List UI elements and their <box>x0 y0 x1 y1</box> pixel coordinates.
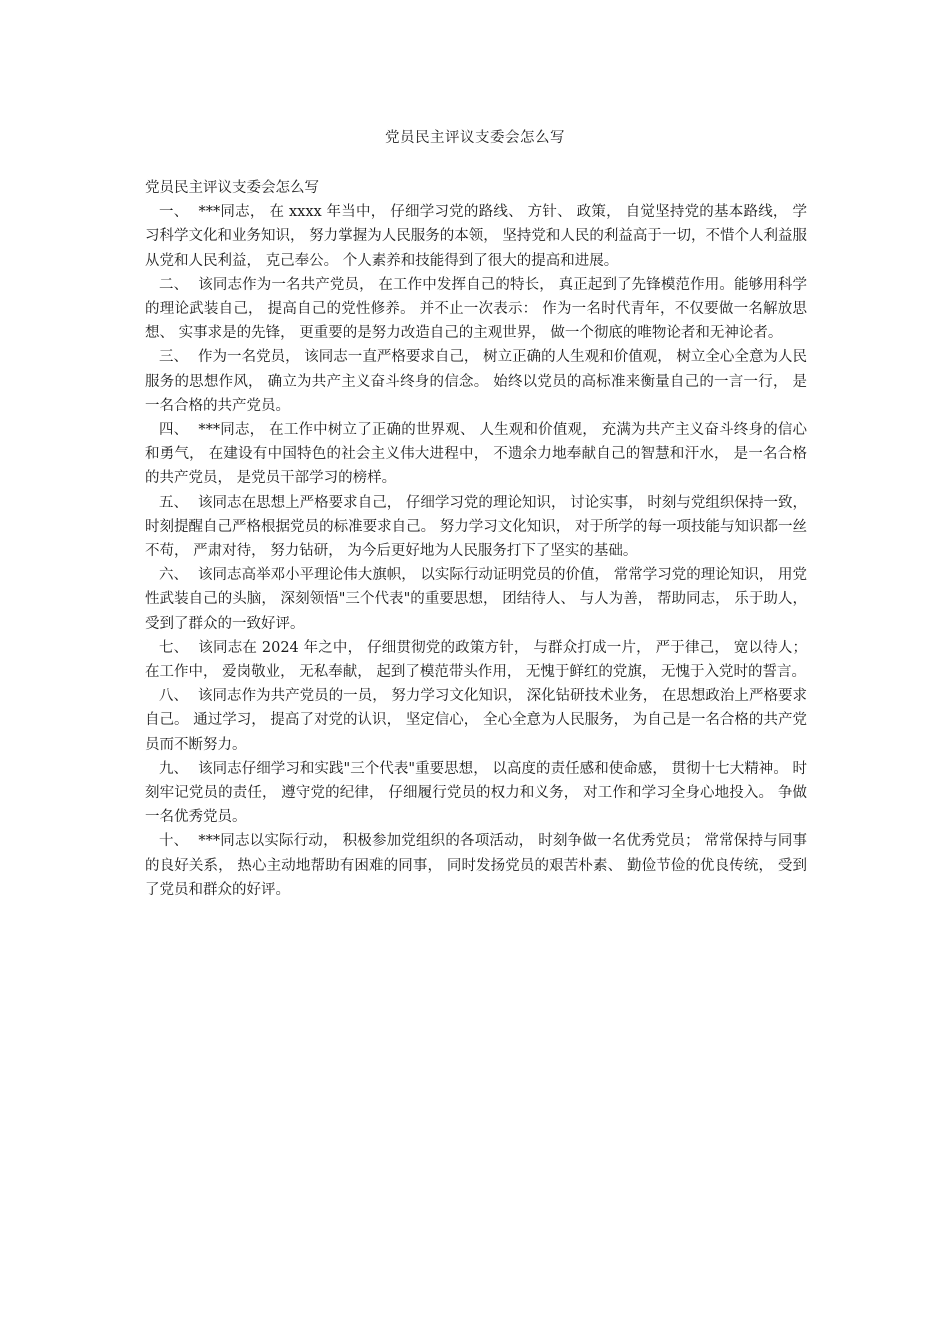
paragraph-number: 七、 <box>159 639 189 656</box>
paragraph-text: ***同志， 在工作中树立了正确的世界观、 人生观和价值观， 充满为共产主义奋斗终身的信心和勇气， 在建设有中国特色的社会主义伟大进程中， 不遗余力地奉献自己的智慧和汗水， 是一名合格的共产党员， 是党员干部学习的榜样。 <box>145 422 808 487</box>
paragraph <box>145 345 807 418</box>
paragraph-text: 该同志在 2024 年之中， 仔细贯彻党的政策方针， 与群众打成一片， 严于律己， 宽以待人； 在工作中， 爱岗敬业， 无私奉献， 起到了模范带头作用， 无愧于鲜红的党旗， 无愧于入党时的誓言。 <box>145 639 808 681</box>
paragraph-text: 该同志仔细学习和实践"三个代表"重要思想， 以高度的责任感和使命感， 贯彻十七大精神。 时刻牢记党员的责任， 遵守党的纪律， 仔细履行党员的权力和义务， 对工作和学习全身心地投入。 争做一名优秀党员。 <box>145 760 808 826</box>
paragraph-text: ***同志， 在 xxxx 年当中， 仔细学习党的路线、 方针、 政策， 自觉坚持党的基本路线， 学习科学文化和业务知识， 努力掌握为人民服务的本领， 坚持党和人民的利益高于一切，不惜个人利益服从党和人民利益， 克己奉公。 个人素养和技能得到了很大的提高和进展。 <box>145 204 807 269</box>
paragraph-number: 五、 <box>159 494 189 511</box>
paragraph <box>145 418 807 491</box>
paragraph-number: 三、 <box>159 349 189 366</box>
paragraph-text: 该同志作为一名共产党员， 在工作中发挥自己的特长， 真正起到了先锋模范作用。能够用科学的理论武装自己， 提高自己的党性修养。 并不止一次表示： 作为一名时代青年，不仅要做一名解放思想、 实事求是的先锋， 更重要的是努力改造自己的主观世界， 做一个彻底的唯物论者和无神论者。 <box>145 276 808 342</box>
paragraph-text: 该同志在思想上严格要求自己， 仔细学习党的理论知识， 讨论实事， 时刻与党组织保持一致， 时刻提醒自己严格根据党员的标准要求自己。 努力学习文化知识， 对于所学的每一项技能与知识都一丝不苟， 严肃对待， 努力钻研， 为今后更好地为人民服务打下了坚实的基础。 <box>145 494 807 560</box>
paragraph-number: 四、 <box>159 422 189 439</box>
paragraph <box>145 684 807 757</box>
paragraph-number: 十、 <box>159 833 189 850</box>
paragraph <box>145 636 807 684</box>
paragraph-text: 作为一名党员， 该同志一直严格要求自己， 树立正确的人生观和价值观， 树立全心全意为人民服务的思想作风， 确立为共产主义奋斗终身的信念。 始终以党员的高标准来衡量自己的一言一行， 是一名合格的共产党员。 <box>145 349 807 414</box>
paragraph <box>145 273 807 346</box>
paragraph <box>145 491 807 564</box>
document-title: 党员民主评议支委会怎么写 <box>385 130 565 146</box>
document-subtitle: 党员民主评议支委会怎么写 <box>145 180 319 196</box>
paragraph <box>145 829 807 902</box>
paragraph <box>145 563 807 636</box>
paragraph-number: 八、 <box>159 688 189 705</box>
paragraph-text: ***同志以实际行动， 积极参加党组织的各项活动， 时刻争做一名优秀党员； 常常保持与同事的良好关系， 热心主动地帮助有困难的同事， 同时发扬党员的艰苦朴素、 勤俭节俭的优良传统， 受到了党员和群众的好评。 <box>145 833 808 898</box>
paragraph-list <box>145 200 807 902</box>
paragraph <box>145 757 807 830</box>
paragraph-number: 一、 <box>159 204 189 221</box>
paragraph <box>145 200 807 273</box>
paragraph-text: 该同志作为共产党员的一员， 努力学习文化知识， 深化钻研技术业务， 在思想政治上严格要求自己。 通过学习， 提高了对党的认识， 坚定信心， 全心全意为人民服务， 为自己是一名合格的共产党员而不断努力。 <box>145 688 807 753</box>
paragraph-number: 六、 <box>159 567 189 584</box>
paragraph-number: 二、 <box>159 276 189 293</box>
document-body <box>145 176 807 902</box>
paragraph-number: 九、 <box>159 760 189 777</box>
paragraph-text: 该同志高举邓小平理论伟大旗帜， 以实际行动证明党员的价值， 常常学习党的理论知识， 用党性武装自己的头脑， 深刻领悟"三个代表"的重要思想， 团结待人、 与人为善， 帮助同志， 乐于助人， 受到了群众的一致好评。 <box>145 567 807 632</box>
